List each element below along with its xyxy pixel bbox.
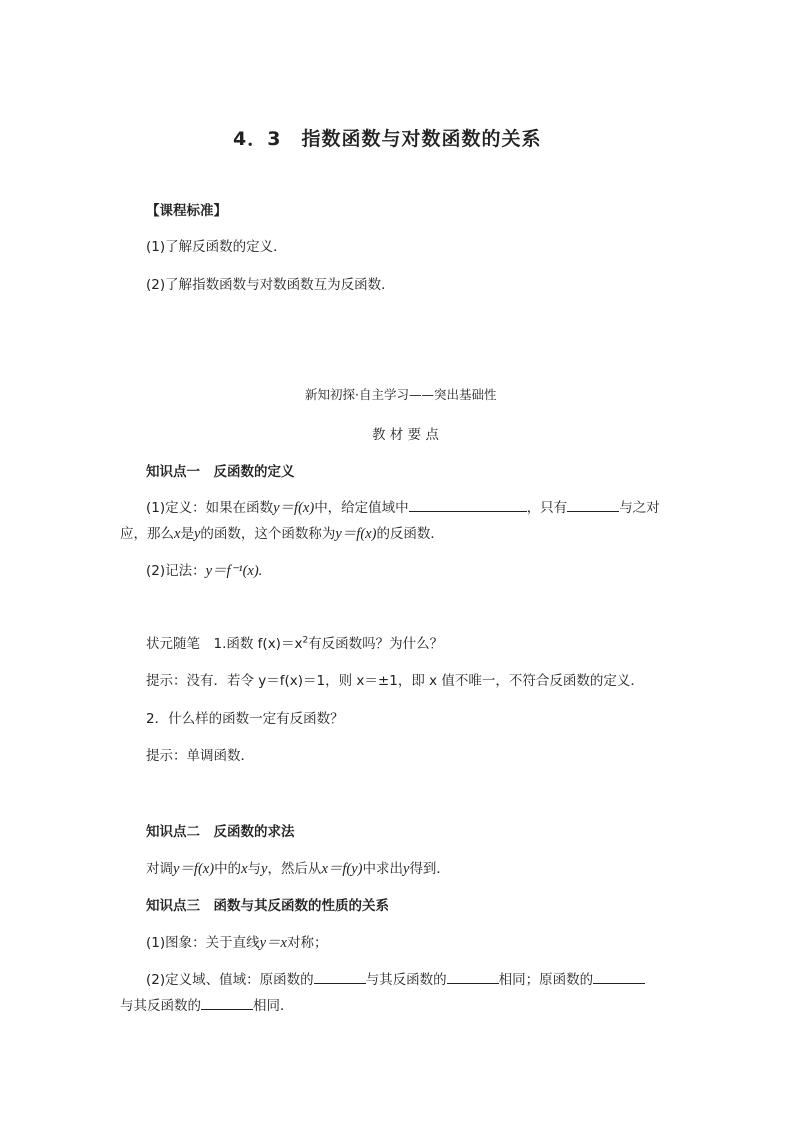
notes-answer-1: 提示：没有．若令 y＝f(x)＝1，则 x＝±1，即 x 值不唯一，不符合反函数的定义． <box>146 673 644 689</box>
kp1-def-text-f: 是 <box>180 526 194 542</box>
section-banner: 新知初探·自主学习——突出基础性 <box>305 387 497 402</box>
kp1-blank-1 <box>409 498 527 512</box>
kp3-item1-expr: y＝x <box>259 935 287 951</box>
kp1-def-text-d: 与之对 <box>619 500 660 516</box>
notes-question-1 <box>146 632 443 652</box>
kp3-blank-3 <box>593 970 645 984</box>
notes-question-2: 2．什么样的函数一定有反函数？ <box>146 711 344 727</box>
kp3-heading: 知识点三 函数与其反函数的性质的关系 <box>146 898 389 914</box>
kp3-item-2-line2 <box>120 994 294 1014</box>
kp1-def-text-h: 的反函数． <box>376 526 444 542</box>
kp1-notation <box>146 559 262 580</box>
kp3-blank-2 <box>447 970 499 984</box>
kp3-item1-text-b: 对称； <box>287 935 328 951</box>
kp2-expr1: y＝f(x) <box>173 861 215 877</box>
notes-answer-2: 提示：单调函数． <box>146 748 254 764</box>
course-standard-heading: 【课程标准】 <box>146 203 227 219</box>
kp2-text-d: ，然后从 <box>267 861 322 877</box>
kp2-y2: y <box>403 861 410 877</box>
kp1-def-expr1: y＝f(x) <box>273 500 315 516</box>
kp1-def-text-a: (1)定义：如果在函数 <box>146 500 274 516</box>
kp1-definition-line2 <box>120 522 444 543</box>
page-title: 4．3 指数函数与对数函数的关系 <box>233 128 542 150</box>
kp3-blank-1 <box>314 970 366 984</box>
kp1-def-text-c: ，只有 <box>526 500 568 516</box>
kp2-expr2: x＝f(y) <box>321 861 363 877</box>
kp1-definition-line1 <box>146 496 660 517</box>
kp2-text-b: 中的 <box>214 861 242 877</box>
kp3-item2-text-e: 相同． <box>253 998 294 1014</box>
kp2-text-e: 中求出 <box>362 861 403 877</box>
notes-q1-label: 状元随笔 1.函数 f(x)＝x <box>146 636 303 652</box>
kp2-text-a: 对调 <box>146 861 173 877</box>
kp3-blank-4 <box>201 996 253 1010</box>
kp3-item2-text-b: 与其反函数的 <box>365 972 447 988</box>
kp1-def-y: y <box>193 526 201 542</box>
course-standard-item-2: (2)了解指数函数与对数函数互为反函数． <box>146 277 395 293</box>
kp3-item1-text-a: (1)图象：关于直线 <box>146 935 260 951</box>
notes-q1-rest: 有反函数吗？为什么？ <box>308 636 444 652</box>
kp3-item2-text-c: 相同；原函数的 <box>498 972 594 988</box>
kp1-def-text-b: 中，给定值域中 <box>314 500 409 516</box>
textbook-points-heading: 教 材 要 点 <box>372 427 439 443</box>
kp1-def-x: x <box>174 526 181 542</box>
kp3-item2-text-d: 与其反函数的 <box>120 998 201 1014</box>
kp2-heading: 知识点二 反函数的求法 <box>146 824 295 840</box>
kp3-item-1 <box>146 931 328 952</box>
kp1-notation-expr: y＝f⁻¹(x). <box>205 563 263 579</box>
kp3-item-2-line1 <box>146 968 645 988</box>
kp2-text-f: 得到． <box>409 861 450 877</box>
kp2-text-c: 与 <box>247 861 261 877</box>
notes-q1-sup: 2 <box>302 635 309 646</box>
kp1-def-text-g: 的函数，这个函数称为 <box>200 526 336 542</box>
kp2-x: x <box>241 861 248 877</box>
kp3-item2-text-a: (2)定义域、值域：原函数的 <box>146 972 314 988</box>
kp1-blank-2 <box>567 498 619 512</box>
kp1-def-expr2: y＝f(x) <box>335 526 377 542</box>
kp2-y: y <box>261 861 268 877</box>
kp1-notation-text: (2)记法： <box>146 563 206 579</box>
kp2-body <box>146 857 450 878</box>
kp1-heading: 知识点一 反函数的定义 <box>146 464 295 480</box>
kp1-def-text-e: 应，那么 <box>120 526 174 542</box>
course-standard-item-1: (1)了解反函数的定义． <box>146 239 287 255</box>
